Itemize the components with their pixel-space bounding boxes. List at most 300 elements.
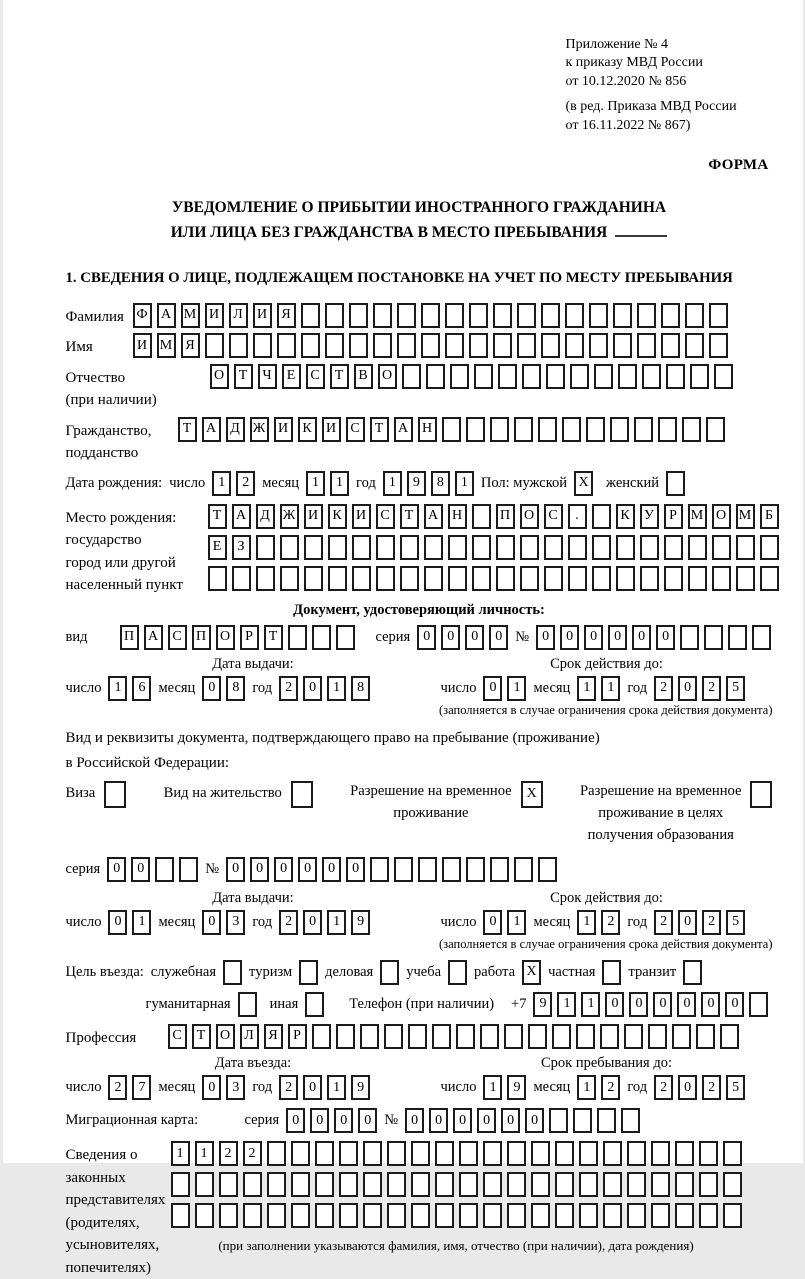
char-cell[interactable]: Т <box>370 417 389 442</box>
char-cell[interactable]: 0 <box>678 1075 697 1100</box>
char-cell[interactable] <box>360 1024 379 1049</box>
char-cell[interactable]: Ж <box>280 504 299 529</box>
char-cell[interactable] <box>586 417 605 442</box>
char-cell[interactable]: Т <box>400 504 419 529</box>
char-cell[interactable] <box>704 625 723 650</box>
char-cell[interactable] <box>600 1024 619 1049</box>
char-cell[interactable]: 1 <box>327 910 346 935</box>
char-cell[interactable] <box>723 1172 742 1197</box>
char-cell[interactable] <box>597 1108 616 1133</box>
char-cell[interactable]: 1 <box>212 471 231 496</box>
char-cell[interactable] <box>402 364 421 389</box>
char-cell[interactable]: Н <box>418 417 437 442</box>
char-cell[interactable] <box>517 303 536 328</box>
char-cell[interactable]: 1 <box>171 1141 190 1166</box>
char-cell[interactable]: Я <box>264 1024 283 1049</box>
char-cell[interactable]: Р <box>664 504 683 529</box>
char-cell[interactable]: 0 <box>202 1075 221 1100</box>
char-cell[interactable] <box>736 566 755 591</box>
char-cell[interactable] <box>683 960 702 985</box>
char-cell[interactable] <box>514 417 533 442</box>
char-cell[interactable] <box>728 625 747 650</box>
char-cell[interactable] <box>555 1203 574 1228</box>
char-cell[interactable]: 8 <box>431 471 450 496</box>
char-cell[interactable] <box>514 857 533 882</box>
char-cell[interactable] <box>448 566 467 591</box>
char-cell[interactable] <box>675 1141 694 1166</box>
char-cell[interactable]: 0 <box>441 625 460 650</box>
char-cell[interactable]: X <box>521 781 543 808</box>
char-cell[interactable]: 1 <box>455 471 474 496</box>
char-cell[interactable]: К <box>298 417 317 442</box>
char-cell[interactable] <box>208 566 227 591</box>
char-cell[interactable] <box>288 625 307 650</box>
char-cell[interactable] <box>664 566 683 591</box>
char-cell[interactable]: 2 <box>654 910 673 935</box>
char-cell[interactable]: М <box>688 504 707 529</box>
char-cell[interactable] <box>256 566 275 591</box>
char-cell[interactable] <box>592 535 611 560</box>
char-cell[interactable] <box>621 1108 640 1133</box>
char-cell[interactable]: 0 <box>202 910 221 935</box>
char-cell[interactable]: 0 <box>274 857 293 882</box>
char-cell[interactable] <box>538 857 557 882</box>
char-cell[interactable] <box>466 857 485 882</box>
char-cell[interactable] <box>496 535 515 560</box>
char-cell[interactable]: К <box>616 504 635 529</box>
char-cell[interactable] <box>363 1172 382 1197</box>
char-cell[interactable]: Р <box>288 1024 307 1049</box>
char-cell[interactable]: С <box>544 504 563 529</box>
char-cell[interactable]: О <box>216 625 235 650</box>
char-cell[interactable]: 0 <box>725 992 744 1017</box>
char-cell[interactable]: 0 <box>303 1075 322 1100</box>
char-cell[interactable]: X <box>522 960 541 985</box>
char-cell[interactable] <box>315 1141 334 1166</box>
char-cell[interactable] <box>243 1203 262 1228</box>
char-cell[interactable] <box>411 1172 430 1197</box>
char-cell[interactable] <box>291 781 313 808</box>
char-cell[interactable]: 0 <box>560 625 579 650</box>
char-cell[interactable] <box>304 566 323 591</box>
char-cell[interactable] <box>531 1203 550 1228</box>
char-cell[interactable] <box>490 857 509 882</box>
char-cell[interactable]: 2 <box>601 910 620 935</box>
char-cell[interactable]: 0 <box>501 1108 520 1133</box>
char-cell[interactable] <box>603 1172 622 1197</box>
char-cell[interactable] <box>637 303 656 328</box>
char-cell[interactable] <box>171 1203 190 1228</box>
char-cell[interactable]: С <box>306 364 325 389</box>
char-cell[interactable] <box>541 333 560 358</box>
char-cell[interactable] <box>339 1203 358 1228</box>
char-cell[interactable]: У <box>640 504 659 529</box>
char-cell[interactable] <box>376 535 395 560</box>
char-cell[interactable] <box>373 333 392 358</box>
char-cell[interactable]: 2 <box>279 676 298 701</box>
char-cell[interactable] <box>370 857 389 882</box>
char-cell[interactable] <box>666 364 685 389</box>
char-cell[interactable] <box>219 1203 238 1228</box>
char-cell[interactable] <box>682 417 701 442</box>
char-cell[interactable] <box>498 364 517 389</box>
char-cell[interactable] <box>675 1203 694 1228</box>
char-cell[interactable] <box>637 333 656 358</box>
char-cell[interactable] <box>528 1024 547 1049</box>
char-cell[interactable]: 0 <box>417 625 436 650</box>
char-cell[interactable] <box>624 1024 643 1049</box>
char-cell[interactable] <box>699 1203 718 1228</box>
char-cell[interactable]: 0 <box>584 625 603 650</box>
char-cell[interactable]: 0 <box>465 625 484 650</box>
char-cell[interactable] <box>459 1203 478 1228</box>
char-cell[interactable]: 2 <box>279 1075 298 1100</box>
char-cell[interactable] <box>490 417 509 442</box>
char-cell[interactable] <box>507 1141 526 1166</box>
char-cell[interactable] <box>750 781 772 808</box>
char-cell[interactable] <box>373 303 392 328</box>
char-cell[interactable] <box>522 364 541 389</box>
char-cell[interactable] <box>610 417 629 442</box>
char-cell[interactable] <box>384 1024 403 1049</box>
char-cell[interactable] <box>568 566 587 591</box>
char-cell[interactable] <box>280 535 299 560</box>
char-cell[interactable]: 7 <box>132 1075 151 1100</box>
char-cell[interactable] <box>651 1172 670 1197</box>
char-cell[interactable]: . <box>568 504 587 529</box>
char-cell[interactable] <box>714 364 733 389</box>
char-cell[interactable]: И <box>253 303 272 328</box>
char-cell[interactable]: С <box>346 417 365 442</box>
char-cell[interactable] <box>219 1172 238 1197</box>
char-cell[interactable] <box>418 857 437 882</box>
char-cell[interactable]: А <box>144 625 163 650</box>
char-cell[interactable] <box>380 960 399 985</box>
char-cell[interactable]: О <box>712 504 731 529</box>
char-cell[interactable]: 0 <box>202 676 221 701</box>
char-cell[interactable] <box>432 1024 451 1049</box>
char-cell[interactable]: 3 <box>226 910 245 935</box>
char-cell[interactable]: 2 <box>702 1075 721 1100</box>
char-cell[interactable] <box>651 1141 670 1166</box>
char-cell[interactable]: 0 <box>298 857 317 882</box>
char-cell[interactable] <box>661 333 680 358</box>
char-cell[interactable] <box>469 303 488 328</box>
char-cell[interactable]: Ч <box>258 364 277 389</box>
char-cell[interactable] <box>640 566 659 591</box>
char-cell[interactable]: И <box>322 417 341 442</box>
char-cell[interactable] <box>472 504 491 529</box>
char-cell[interactable] <box>376 566 395 591</box>
char-cell[interactable] <box>352 535 371 560</box>
char-cell[interactable]: Я <box>181 333 200 358</box>
char-cell[interactable] <box>291 1203 310 1228</box>
char-cell[interactable] <box>304 535 323 560</box>
char-cell[interactable] <box>520 566 539 591</box>
char-cell[interactable] <box>195 1203 214 1228</box>
char-cell[interactable] <box>205 333 224 358</box>
char-cell[interactable]: Ж <box>250 417 269 442</box>
char-cell[interactable]: О <box>378 364 397 389</box>
char-cell[interactable]: 2 <box>108 1075 127 1100</box>
char-cell[interactable] <box>469 333 488 358</box>
char-cell[interactable]: 0 <box>303 910 322 935</box>
char-cell[interactable]: И <box>205 303 224 328</box>
char-cell[interactable]: С <box>168 1024 187 1049</box>
char-cell[interactable] <box>456 1024 475 1049</box>
char-cell[interactable]: 1 <box>577 676 596 701</box>
char-cell[interactable] <box>594 364 613 389</box>
char-cell[interactable]: 0 <box>358 1108 377 1133</box>
char-cell[interactable] <box>267 1203 286 1228</box>
char-cell[interactable] <box>699 1141 718 1166</box>
char-cell[interactable] <box>627 1203 646 1228</box>
char-cell[interactable]: О <box>216 1024 235 1049</box>
char-cell[interactable]: 2 <box>236 471 255 496</box>
char-cell[interactable]: 0 <box>701 992 720 1017</box>
char-cell[interactable] <box>658 417 677 442</box>
char-cell[interactable] <box>627 1172 646 1197</box>
char-cell[interactable] <box>448 535 467 560</box>
char-cell[interactable] <box>387 1141 406 1166</box>
char-cell[interactable]: А <box>157 303 176 328</box>
char-cell[interactable] <box>723 1141 742 1166</box>
char-cell[interactable]: 2 <box>219 1141 238 1166</box>
char-cell[interactable]: А <box>424 504 443 529</box>
char-cell[interactable] <box>555 1172 574 1197</box>
char-cell[interactable] <box>531 1172 550 1197</box>
char-cell[interactable] <box>336 1024 355 1049</box>
char-cell[interactable]: М <box>157 333 176 358</box>
char-cell[interactable] <box>339 1172 358 1197</box>
char-cell[interactable]: Т <box>234 364 253 389</box>
char-cell[interactable] <box>752 625 771 650</box>
char-cell[interactable]: 1 <box>577 1075 596 1100</box>
char-cell[interactable]: 1 <box>195 1141 214 1166</box>
char-cell[interactable] <box>565 333 584 358</box>
char-cell[interactable] <box>541 303 560 328</box>
char-cell[interactable] <box>397 333 416 358</box>
char-cell[interactable]: 0 <box>678 676 697 701</box>
char-cell[interactable] <box>618 364 637 389</box>
char-cell[interactable] <box>712 566 731 591</box>
char-cell[interactable]: Я <box>277 303 296 328</box>
char-cell[interactable]: 0 <box>483 676 502 701</box>
char-cell[interactable]: К <box>328 504 347 529</box>
char-cell[interactable] <box>256 535 275 560</box>
char-cell[interactable] <box>435 1141 454 1166</box>
char-cell[interactable] <box>424 566 443 591</box>
char-cell[interactable] <box>573 1108 592 1133</box>
char-cell[interactable]: 8 <box>351 676 370 701</box>
char-cell[interactable] <box>267 1141 286 1166</box>
char-cell[interactable]: 0 <box>453 1108 472 1133</box>
char-cell[interactable]: А <box>232 504 251 529</box>
char-cell[interactable]: 3 <box>226 1075 245 1100</box>
char-cell[interactable] <box>424 535 443 560</box>
char-cell[interactable] <box>445 333 464 358</box>
char-cell[interactable] <box>483 1203 502 1228</box>
char-cell[interactable] <box>394 857 413 882</box>
char-cell[interactable]: И <box>274 417 293 442</box>
char-cell[interactable]: 2 <box>601 1075 620 1100</box>
char-cell[interactable] <box>546 364 565 389</box>
char-cell[interactable]: 1 <box>577 910 596 935</box>
char-cell[interactable] <box>291 1141 310 1166</box>
char-cell[interactable] <box>336 625 355 650</box>
char-cell[interactable] <box>664 535 683 560</box>
char-cell[interactable] <box>565 303 584 328</box>
char-cell[interactable] <box>442 417 461 442</box>
char-cell[interactable] <box>592 566 611 591</box>
char-cell[interactable] <box>709 333 728 358</box>
char-cell[interactable] <box>579 1203 598 1228</box>
char-cell[interactable] <box>387 1172 406 1197</box>
char-cell[interactable] <box>520 535 539 560</box>
char-cell[interactable]: 1 <box>327 676 346 701</box>
char-cell[interactable] <box>280 566 299 591</box>
char-cell[interactable] <box>603 1141 622 1166</box>
char-cell[interactable] <box>223 960 242 985</box>
char-cell[interactable] <box>507 1172 526 1197</box>
char-cell[interactable] <box>483 1172 502 1197</box>
char-cell[interactable] <box>277 333 296 358</box>
char-cell[interactable] <box>253 333 272 358</box>
char-cell[interactable] <box>352 566 371 591</box>
char-cell[interactable] <box>685 333 704 358</box>
char-cell[interactable]: 0 <box>477 1108 496 1133</box>
char-cell[interactable] <box>349 333 368 358</box>
char-cell[interactable] <box>363 1141 382 1166</box>
char-cell[interactable] <box>305 992 324 1017</box>
char-cell[interactable] <box>442 857 461 882</box>
char-cell[interactable]: Т <box>208 504 227 529</box>
char-cell[interactable] <box>411 1141 430 1166</box>
char-cell[interactable] <box>315 1172 334 1197</box>
char-cell[interactable]: 0 <box>536 625 555 650</box>
char-cell[interactable] <box>312 625 331 650</box>
char-cell[interactable] <box>685 303 704 328</box>
char-cell[interactable] <box>712 535 731 560</box>
char-cell[interactable] <box>496 566 515 591</box>
char-cell[interactable] <box>760 535 779 560</box>
char-cell[interactable] <box>171 1172 190 1197</box>
char-cell[interactable] <box>552 1024 571 1049</box>
char-cell[interactable]: 0 <box>678 910 697 935</box>
char-cell[interactable] <box>507 1203 526 1228</box>
char-cell[interactable]: 9 <box>351 1075 370 1100</box>
char-cell[interactable]: 0 <box>483 910 502 935</box>
char-cell[interactable]: Н <box>448 504 467 529</box>
char-cell[interactable]: 0 <box>489 625 508 650</box>
char-cell[interactable] <box>666 471 685 496</box>
char-cell[interactable] <box>459 1141 478 1166</box>
char-cell[interactable]: 0 <box>608 625 627 650</box>
char-cell[interactable] <box>538 417 557 442</box>
char-cell[interactable] <box>680 625 699 650</box>
char-cell[interactable] <box>411 1203 430 1228</box>
char-cell[interactable] <box>696 1024 715 1049</box>
char-cell[interactable] <box>299 960 318 985</box>
char-cell[interactable] <box>229 333 248 358</box>
char-cell[interactable] <box>445 303 464 328</box>
char-cell[interactable]: Ф <box>133 303 152 328</box>
char-cell[interactable]: 1 <box>108 676 127 701</box>
char-cell[interactable] <box>544 566 563 591</box>
char-cell[interactable] <box>450 364 469 389</box>
char-cell[interactable]: Д <box>256 504 275 529</box>
char-cell[interactable]: И <box>133 333 152 358</box>
char-cell[interactable]: 2 <box>702 676 721 701</box>
char-cell[interactable]: Л <box>229 303 248 328</box>
char-cell[interactable]: С <box>168 625 187 650</box>
char-cell[interactable]: О <box>210 364 229 389</box>
char-cell[interactable] <box>517 333 536 358</box>
char-cell[interactable]: 0 <box>334 1108 353 1133</box>
char-cell[interactable]: Т <box>178 417 197 442</box>
char-cell[interactable] <box>688 535 707 560</box>
char-cell[interactable] <box>634 417 653 442</box>
char-cell[interactable]: 9 <box>351 910 370 935</box>
char-cell[interactable]: 0 <box>310 1108 329 1133</box>
char-cell[interactable]: 0 <box>653 992 672 1017</box>
char-cell[interactable] <box>155 857 174 882</box>
char-cell[interactable] <box>690 364 709 389</box>
char-cell[interactable]: 0 <box>131 857 150 882</box>
char-cell[interactable] <box>315 1203 334 1228</box>
char-cell[interactable] <box>472 535 491 560</box>
char-cell[interactable] <box>675 1172 694 1197</box>
char-cell[interactable] <box>328 566 347 591</box>
char-cell[interactable]: Д <box>226 417 245 442</box>
char-cell[interactable] <box>613 303 632 328</box>
char-cell[interactable] <box>325 303 344 328</box>
char-cell[interactable]: 0 <box>632 625 651 650</box>
char-cell[interactable] <box>328 535 347 560</box>
char-cell[interactable]: И <box>304 504 323 529</box>
char-cell[interactable] <box>195 1172 214 1197</box>
char-cell[interactable]: 0 <box>322 857 341 882</box>
char-cell[interactable] <box>602 960 621 985</box>
char-cell[interactable]: 9 <box>533 992 552 1017</box>
char-cell[interactable]: 2 <box>243 1141 262 1166</box>
char-cell[interactable] <box>466 417 485 442</box>
char-cell[interactable] <box>562 417 581 442</box>
char-cell[interactable]: Т <box>264 625 283 650</box>
char-cell[interactable] <box>421 303 440 328</box>
char-cell[interactable] <box>291 1172 310 1197</box>
char-cell[interactable] <box>555 1141 574 1166</box>
char-cell[interactable]: 0 <box>107 857 126 882</box>
char-cell[interactable]: М <box>181 303 200 328</box>
char-cell[interactable]: 0 <box>429 1108 448 1133</box>
char-cell[interactable] <box>688 566 707 591</box>
char-cell[interactable]: 0 <box>656 625 675 650</box>
char-cell[interactable]: 0 <box>525 1108 544 1133</box>
char-cell[interactable]: Б <box>760 504 779 529</box>
char-cell[interactable] <box>474 364 493 389</box>
char-cell[interactable] <box>642 364 661 389</box>
char-cell[interactable]: 0 <box>605 992 624 1017</box>
char-cell[interactable]: 1 <box>507 676 526 701</box>
char-cell[interactable] <box>592 504 611 529</box>
char-cell[interactable] <box>760 566 779 591</box>
char-cell[interactable]: 0 <box>346 857 365 882</box>
char-cell[interactable] <box>238 992 257 1017</box>
char-cell[interactable] <box>576 1024 595 1049</box>
char-cell[interactable] <box>544 535 563 560</box>
char-cell[interactable]: Т <box>192 1024 211 1049</box>
